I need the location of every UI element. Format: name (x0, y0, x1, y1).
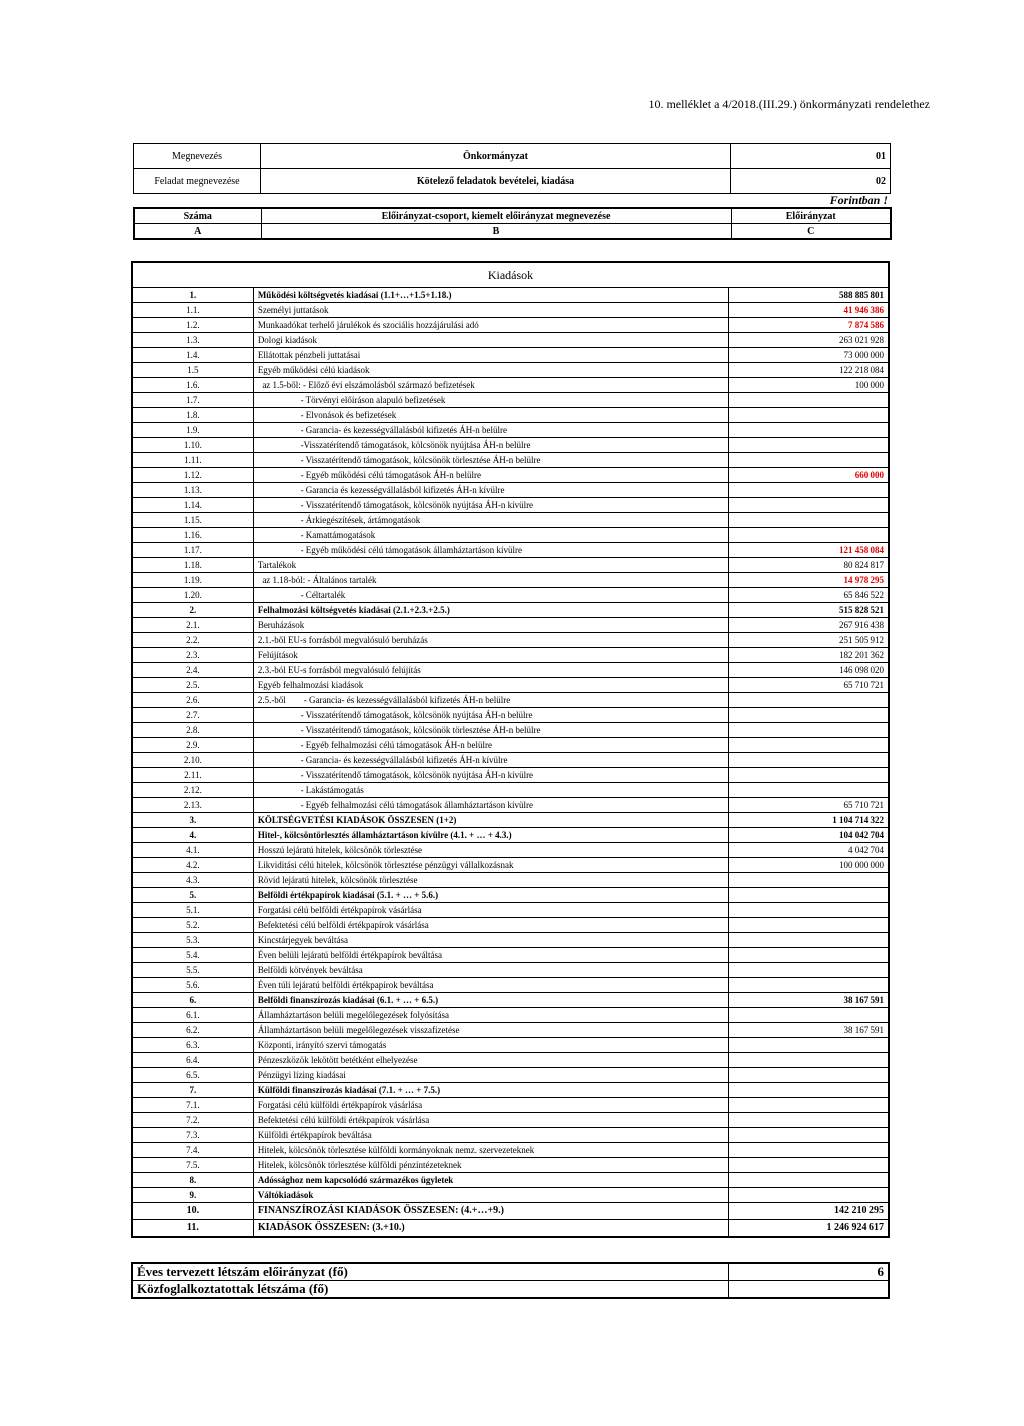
table-row (132, 423, 889, 438)
column-header-table (133, 207, 892, 240)
row-number: 2.9. (132, 738, 253, 753)
header-code: 01 (731, 144, 891, 169)
row-number: 1.13. (132, 483, 253, 498)
row-value (729, 1158, 889, 1173)
row-value (729, 528, 889, 543)
table-row (132, 513, 889, 528)
row-value: 4 042 704 (729, 843, 889, 858)
row-value (729, 1128, 889, 1143)
row-number: 2.4. (132, 663, 253, 678)
header-row-1 (134, 144, 891, 169)
table-row (132, 813, 889, 828)
row-value: 100 000 000 (729, 858, 889, 873)
row-value (729, 1173, 889, 1188)
row-number: 1.3. (132, 333, 253, 348)
header-name: Önkormányzat (261, 144, 731, 169)
staff-label: Éves tervezett létszám előirányzat (fő) (132, 1263, 729, 1281)
table-row (132, 378, 889, 393)
row-number: 7.5. (132, 1158, 253, 1173)
row-name: Befektetési célú belföldi értékpapírok vásárlása (253, 918, 728, 933)
row-number: 5.1. (132, 903, 253, 918)
row-name: Adóssághoz nem kapcsolódó származékos ügyletek (253, 1173, 728, 1188)
expenditure-table (131, 261, 890, 1238)
column-header: Előirányzat-csoport, kiemelt előirányzat megnevezése (261, 208, 731, 224)
table-row (132, 528, 889, 543)
row-number: 1.10. (132, 438, 253, 453)
column-letter-row (134, 224, 891, 240)
row-number: 6.4. (132, 1053, 253, 1068)
row-number: 1.5 (132, 363, 253, 378)
table-row (132, 408, 889, 423)
table-row (132, 543, 889, 558)
row-name: Hitelek, kölcsönök törlesztése külföldi pénzintézeteknek (253, 1158, 728, 1173)
table-row (132, 1128, 889, 1143)
staff-label: Közfoglalkoztatottak létszáma (fő) (132, 1281, 729, 1299)
row-number: 4.3. (132, 873, 253, 888)
table-row (132, 633, 889, 648)
header-table (133, 143, 891, 194)
row-value: 65 846 522 (729, 588, 889, 603)
row-value (729, 438, 889, 453)
row-value: 38 167 591 (729, 1023, 889, 1038)
column-header-row (134, 208, 891, 224)
row-value: 14 978 295 (729, 573, 889, 588)
row-number: 1. (132, 288, 253, 303)
row-number: 2.8. (132, 723, 253, 738)
row-name: Hitel-, kölcsöntörlesztés államháztartáson kívülre (4.1. + … + 4.3.) (253, 828, 728, 843)
table-row (132, 1143, 889, 1158)
row-value: 104 042 704 (729, 828, 889, 843)
table-row (132, 318, 889, 333)
row-value: 41 946 386 (729, 303, 889, 318)
section-title-row (132, 262, 889, 288)
row-value (729, 888, 889, 903)
table-row (132, 1053, 889, 1068)
table-row (132, 798, 889, 813)
table-row (132, 678, 889, 693)
row-number: 1.9. (132, 423, 253, 438)
table-row (132, 768, 889, 783)
row-name: Pénzügyi lízing kiadásai (253, 1068, 728, 1083)
row-value (729, 1143, 889, 1158)
row-number: 1.8. (132, 408, 253, 423)
table-row (132, 438, 889, 453)
row-value (729, 873, 889, 888)
row-number: 1.20. (132, 588, 253, 603)
row-number: 2.11. (132, 768, 253, 783)
row-number: 7.4. (132, 1143, 253, 1158)
table-row (132, 1068, 889, 1083)
table-row (132, 828, 889, 843)
column-header: Száma (134, 208, 261, 224)
row-value (729, 513, 889, 528)
table-row (132, 723, 889, 738)
row-number: 5.3. (132, 933, 253, 948)
row-value (729, 453, 889, 468)
header-name: Kötelező feladatok bevételei, kiadása (261, 169, 731, 194)
row-number: 7. (132, 1083, 253, 1098)
row-value: 263 021 928 (729, 333, 889, 348)
row-name: Éven túli lejáratú belföldi értékpapírok beváltása (253, 978, 728, 993)
header-row-2 (134, 169, 891, 194)
table-row (132, 468, 889, 483)
row-number: 4.2. (132, 858, 253, 873)
row-name: Külföldi finanszírozás kiadásai (7.1. + … + 7.5.) (253, 1083, 728, 1098)
table-row (132, 1113, 889, 1128)
column-letter: C (731, 224, 891, 240)
row-name: Személyi juttatások (253, 303, 728, 318)
table-row (132, 708, 889, 723)
staff-value: 6 (729, 1263, 889, 1281)
row-value (729, 1188, 889, 1203)
row-name: Egyéb működési célú kiadások (253, 363, 728, 378)
row-number: 2.2. (132, 633, 253, 648)
row-value: 122 218 084 (729, 363, 889, 378)
row-name: - Garancia- és kezességvállalásból kifizetés ÁH-n belülre (253, 423, 728, 438)
table-row (132, 1023, 889, 1038)
row-number: 2.12. (132, 783, 253, 798)
row-value (729, 1053, 889, 1068)
row-name: - Visszatérítendő támogatások, kölcsönök törlesztése ÁH-n belülre (253, 453, 728, 468)
row-number: 2. (132, 603, 253, 618)
staff-value (729, 1281, 889, 1299)
row-value: 73 000 000 (729, 348, 889, 363)
currency-unit: Forintban ! (829, 193, 888, 207)
table-row (132, 333, 889, 348)
row-value (729, 738, 889, 753)
row-number: 1.6. (132, 378, 253, 393)
row-number: 6. (132, 993, 253, 1008)
row-number: 6.3. (132, 1038, 253, 1053)
row-number: 2.5. (132, 678, 253, 693)
row-name: Felújítások (253, 648, 728, 663)
table-row (132, 1083, 889, 1098)
row-value: 38 167 591 (729, 993, 889, 1008)
row-number: 4. (132, 828, 253, 843)
row-name: - Egyéb működési célú támogatások államháztartáson kívülre (253, 543, 728, 558)
row-name: Hitelek, kölcsönök törlesztése külföldi kormányoknak nemz. szervezeteknek (253, 1143, 728, 1158)
row-value (729, 918, 889, 933)
row-name: - Céltartalék (253, 588, 728, 603)
row-value (729, 1068, 889, 1083)
row-number: 1.7. (132, 393, 253, 408)
table-row (132, 993, 889, 1008)
row-name: Dologi kiadások (253, 333, 728, 348)
table-row (132, 588, 889, 603)
row-value: 65 710 721 (729, 678, 889, 693)
row-number: 8. (132, 1173, 253, 1188)
row-name: - Visszatérítendő támogatások, kölcsönök nyújtása ÁH-n belülre (253, 708, 728, 723)
row-value: 267 916 438 (729, 618, 889, 633)
table-row (132, 858, 889, 873)
table-row (132, 363, 889, 378)
row-number: 1.18. (132, 558, 253, 573)
row-name: KÖLTSÉGVETÉSI KIADÁSOK ÖSSZESEN (1+2) (253, 813, 728, 828)
table-row (132, 663, 889, 678)
row-number: 7.3. (132, 1128, 253, 1143)
table-row (132, 783, 889, 798)
row-name: Államháztartáson belüli megelőlegezések visszafizetése (253, 1023, 728, 1038)
row-name: Munkaadókat terhelő járulékok és szociális hozzájárulási adó (253, 318, 728, 333)
table-row (132, 738, 889, 753)
table-row (132, 1173, 889, 1188)
row-number: 1.12. (132, 468, 253, 483)
table-row (132, 648, 889, 663)
row-number: 5.6. (132, 978, 253, 993)
row-number: 2.10. (132, 753, 253, 768)
table-row (132, 1188, 889, 1203)
row-value (729, 978, 889, 993)
row-name: Pénzeszközök lekötött betétként elhelyezése (253, 1053, 728, 1068)
row-name: - Visszatérítendő támogatások, kölcsönök nyújtása ÁH-n kívülre (253, 768, 728, 783)
row-number: 5.2. (132, 918, 253, 933)
table-row (132, 1098, 889, 1113)
row-value (729, 423, 889, 438)
row-name: - Egyéb felhalmozási célú támogatások ÁH-n belülre (253, 738, 728, 753)
row-number: 1.2. (132, 318, 253, 333)
row-name: Likviditási célú hitelek, kölcsönök törlesztése pénzügyi vállalkozásnak (253, 858, 728, 873)
row-name: Belföldi kötvények beváltása (253, 963, 728, 978)
row-number: 1.11. (132, 453, 253, 468)
row-number: 7.2. (132, 1113, 253, 1128)
staff-row (132, 1281, 889, 1299)
row-value: 121 458 084 (729, 543, 889, 558)
column-header: Előirányzat (731, 208, 891, 224)
row-name: Belföldi finanszírozás kiadásai (6.1. + … + 6.5.) (253, 993, 728, 1008)
table-row (132, 948, 889, 963)
table-row (132, 603, 889, 618)
row-number: 6.2. (132, 1023, 253, 1038)
row-number: 3. (132, 813, 253, 828)
document-note: 10. melléklet a 4/2018.(III.29.) önkormányzati rendelethez (648, 97, 930, 111)
row-value (729, 708, 889, 723)
row-value: 100 000 (729, 378, 889, 393)
table-row (132, 1220, 889, 1238)
row-number: 6.1. (132, 1008, 253, 1023)
table-row (132, 918, 889, 933)
row-name: - Törvényi előíráson alapuló befizetések (253, 393, 728, 408)
row-name: Ellátottak pénzbeli juttatásai (253, 348, 728, 363)
row-number: 2.6. (132, 693, 253, 708)
row-value (729, 498, 889, 513)
row-name: - Egyéb felhalmozási célú támogatások államháztartáson kívülre (253, 798, 728, 813)
row-number: 2.3. (132, 648, 253, 663)
row-name: Államháztartáson belüli megelőlegezések folyósítása (253, 1008, 728, 1023)
table-row (132, 873, 889, 888)
row-value (729, 408, 889, 423)
row-name: Központi, irányító szervi támogatás (253, 1038, 728, 1053)
row-name: az 1.5-ből: - Előző évi elszámolásból származó befizetések (253, 378, 728, 393)
row-number: 6.5. (132, 1068, 253, 1083)
table-row (132, 933, 889, 948)
table-row (132, 963, 889, 978)
row-number: 1.14. (132, 498, 253, 513)
row-number: 11. (132, 1220, 253, 1238)
row-name: Rövid lejáratú hitelek, kölcsönök törlesztése (253, 873, 728, 888)
row-name: 2.3.-ból EU-s forrásból megvalósuló felújítás (253, 663, 728, 678)
row-number: 5.5. (132, 963, 253, 978)
row-value (729, 693, 889, 708)
row-number: 2.13. (132, 798, 253, 813)
row-value: 251 505 912 (729, 633, 889, 648)
row-number: 1.17. (132, 543, 253, 558)
row-value (729, 948, 889, 963)
row-number: 1.15. (132, 513, 253, 528)
table-row (132, 888, 889, 903)
row-number: 7.1. (132, 1098, 253, 1113)
row-name: 2.5.-ből - Garancia- és kezességvállalásból kifizetés ÁH-n belülre (253, 693, 728, 708)
header-label: Feladat megnevezése (134, 169, 261, 194)
row-name: Beruházások (253, 618, 728, 633)
row-name: - Garancia- és kezességvállalásból kifizetés ÁH-n kívülre (253, 753, 728, 768)
table-row (132, 1008, 889, 1023)
row-value (729, 768, 889, 783)
row-name: Belföldi értékpapírok kiadásai (5.1. + … + 5.6.) (253, 888, 728, 903)
row-name: Felhalmozási költségvetés kiadásai (2.1.+2.3.+2.5.) (253, 603, 728, 618)
row-number: 9. (132, 1188, 253, 1203)
row-name: Hosszú lejáratú hitelek, kölcsönök törlesztése (253, 843, 728, 858)
row-value: 660 000 (729, 468, 889, 483)
row-value: 65 710 721 (729, 798, 889, 813)
table-row (132, 498, 889, 513)
row-name: Éven belüli lejáratú belföldi értékpapírok beváltása (253, 948, 728, 963)
table-row (132, 558, 889, 573)
row-number: 2.7. (132, 708, 253, 723)
table-row (132, 1158, 889, 1173)
row-number: 1.19. (132, 573, 253, 588)
row-name: - Kamattámogatások (253, 528, 728, 543)
table-row (132, 393, 889, 408)
row-value (729, 393, 889, 408)
row-number: 1.4. (132, 348, 253, 363)
table-row (132, 288, 889, 303)
table-row (132, 1203, 889, 1220)
row-value (729, 783, 889, 798)
row-name: - Garancia és kezességvállalásból kifizetés ÁH-n kívülre (253, 483, 728, 498)
header-code: 02 (731, 169, 891, 194)
row-name: Működési költségvetés kiadásai (1.1+…+1.5+1.18.) (253, 288, 728, 303)
table-row (132, 843, 889, 858)
row-number: 10. (132, 1203, 253, 1220)
row-value (729, 933, 889, 948)
staff-row (132, 1263, 889, 1281)
row-number: 2.1. (132, 618, 253, 633)
row-name: - Egyéb működési célú támogatások ÁH-n belülre (253, 468, 728, 483)
table-row (132, 1038, 889, 1053)
row-name: Egyéb felhalmozási kiadások (253, 678, 728, 693)
row-number: 1.16. (132, 528, 253, 543)
row-name: - Árkiegészítések, ártámogatások (253, 513, 728, 528)
staff-table (131, 1262, 890, 1299)
row-value: 142 210 295 (729, 1203, 889, 1220)
row-name: az 1.18-ból: - Általános tartalék (253, 573, 728, 588)
row-number: 1.1. (132, 303, 253, 318)
row-value: 182 201 362 (729, 648, 889, 663)
row-name: Külföldi értékpapírok beváltása (253, 1128, 728, 1143)
row-value (729, 903, 889, 918)
section-title: Kiadások (132, 262, 889, 288)
table-row (132, 483, 889, 498)
row-value (729, 1083, 889, 1098)
row-name: Forgatási célú külföldi értékpapírok vásárlása (253, 1098, 728, 1113)
row-name: - Lakástámogatás (253, 783, 728, 798)
row-name: - Elvonások és befizetések (253, 408, 728, 423)
row-number: 5.4. (132, 948, 253, 963)
row-value (729, 723, 889, 738)
table-row (132, 303, 889, 318)
row-value (729, 1038, 889, 1053)
row-name: Váltókiadások (253, 1188, 728, 1203)
table-row (132, 453, 889, 468)
row-value: 7 874 586 (729, 318, 889, 333)
header-label: Megnevezés (134, 144, 261, 169)
table-row (132, 348, 889, 363)
table-row (132, 573, 889, 588)
table-row (132, 978, 889, 993)
row-number: 4.1. (132, 843, 253, 858)
row-name: Kincstárjegyek beváltása (253, 933, 728, 948)
row-name: Tartalékok (253, 558, 728, 573)
row-value: 515 828 521 (729, 603, 889, 618)
table-row (132, 753, 889, 768)
row-name: FINANSZÍROZÁSI KIADÁSOK ÖSSZESEN: (4.+…+9.) (253, 1203, 728, 1220)
row-name: Forgatási célú belföldi értékpapírok vásárlása (253, 903, 728, 918)
row-value: 1 246 924 617 (729, 1220, 889, 1238)
column-letter: B (261, 224, 731, 240)
row-value: 146 098 020 (729, 663, 889, 678)
row-number: 5. (132, 888, 253, 903)
row-value (729, 483, 889, 498)
row-value (729, 1098, 889, 1113)
table-row (132, 693, 889, 708)
row-name: - Visszatérítendő támogatások, kölcsönök törlesztése ÁH-n belülre (253, 723, 728, 738)
row-name: - Visszatérítendő támogatások, kölcsönök nyújtása ÁH-n kívülre (253, 498, 728, 513)
row-value (729, 1008, 889, 1023)
row-name: KIADÁSOK ÖSSZESEN: (3.+10.) (253, 1220, 728, 1238)
row-value (729, 753, 889, 768)
row-value: 80 824 817 (729, 558, 889, 573)
row-name: 2.1.-ből EU-s forrásból megvalósuló beruházás (253, 633, 728, 648)
table-row (132, 903, 889, 918)
row-name: Befektetési célú külföldi értékpapírok vásárlása (253, 1113, 728, 1128)
row-name: -Visszatérítendő támogatások, kölcsönök nyújtása ÁH-n belülre (253, 438, 728, 453)
row-value (729, 1113, 889, 1128)
column-letter: A (134, 224, 261, 240)
row-value: 588 885 801 (729, 288, 889, 303)
row-value: 1 104 714 322 (729, 813, 889, 828)
row-value (729, 963, 889, 978)
table-row (132, 618, 889, 633)
